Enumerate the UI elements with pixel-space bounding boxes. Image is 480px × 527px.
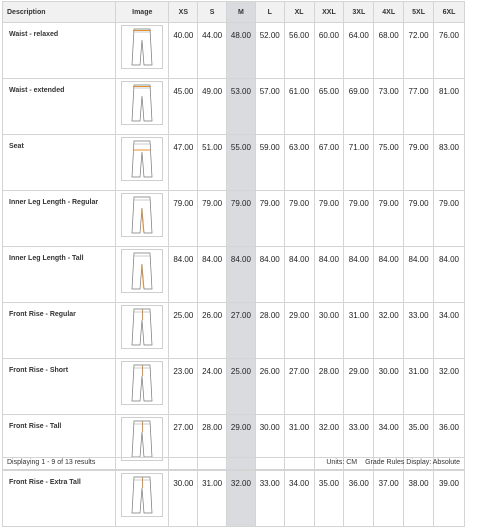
table-row[interactable] <box>3 359 465 415</box>
table-row[interactable] <box>3 79 465 135</box>
measurement-value: 67.00 <box>314 135 344 191</box>
measurement-description: Waist - relaxed <box>3 23 116 79</box>
measurement-description: Front Rise - Short <box>3 359 116 415</box>
measurement-value: 34.00 <box>434 303 465 359</box>
measurement-value: 30.00 <box>374 359 404 415</box>
measurement-value: 49.00 <box>198 79 227 135</box>
measurement-value: 27.00 <box>227 303 256 359</box>
measurement-value: 83.00 <box>434 135 465 191</box>
measurement-description: Inner Leg Length - Tall <box>3 247 116 303</box>
measurement-value: 55.00 <box>227 135 256 191</box>
measurement-value: 63.00 <box>284 135 314 191</box>
table-row[interactable] <box>3 135 465 191</box>
measurement-value: 35.00 <box>314 471 344 527</box>
measurement-image-cell <box>116 359 169 415</box>
measurement-description: Seat <box>3 135 116 191</box>
measurement-value: 75.00 <box>374 135 404 191</box>
measurement-value: 36.00 <box>434 415 465 471</box>
measurement-value: 79.00 <box>227 191 256 247</box>
measurement-value: 29.00 <box>344 359 374 415</box>
column-header-size[interactable]: XL <box>284 2 314 23</box>
measurement-value: 53.00 <box>227 79 256 135</box>
column-header-size[interactable]: 3XL <box>344 2 374 23</box>
measurement-value: 35.00 <box>404 415 434 471</box>
measurement-value: 69.00 <box>344 79 374 135</box>
measurement-value: 84.00 <box>344 247 374 303</box>
measurement-value: 37.00 <box>374 471 404 527</box>
measurement-value: 59.00 <box>255 135 284 191</box>
measurement-value: 32.00 <box>314 415 344 471</box>
measurement-value: 48.00 <box>227 23 256 79</box>
measurement-value: 33.00 <box>404 303 434 359</box>
measurement-value: 84.00 <box>404 247 434 303</box>
measurement-value: 79.00 <box>434 191 465 247</box>
measurement-value: 31.00 <box>344 303 374 359</box>
measurement-value: 51.00 <box>198 135 227 191</box>
measurement-value: 84.00 <box>198 247 227 303</box>
column-header-size[interactable]: L <box>255 2 284 23</box>
measurement-value: 84.00 <box>434 247 465 303</box>
measurement-value: 32.00 <box>374 303 404 359</box>
measurement-value: 40.00 <box>169 23 198 79</box>
units-label: Units: CM <box>326 459 358 466</box>
pants-front-rise-icon[interactable] <box>121 305 163 349</box>
measurement-value: 77.00 <box>404 79 434 135</box>
measurement-value: 84.00 <box>169 247 198 303</box>
pants-waist-icon[interactable] <box>121 25 163 69</box>
measurement-value: 33.00 <box>255 471 284 527</box>
table-row[interactable] <box>3 303 465 359</box>
measurement-value: 25.00 <box>227 359 256 415</box>
measurement-value: 84.00 <box>255 247 284 303</box>
measurement-value: 79.00 <box>404 135 434 191</box>
measurement-image-cell <box>116 79 169 135</box>
column-header-description[interactable]: Description <box>3 2 116 23</box>
measurement-value: 71.00 <box>344 135 374 191</box>
measurement-description: Front Rise - Regular <box>3 303 116 359</box>
measurement-description: Front Rise - Tall <box>3 415 116 471</box>
measurement-value: 84.00 <box>314 247 344 303</box>
measurement-value: 30.00 <box>169 471 198 527</box>
pants-front-rise-icon[interactable] <box>121 473 163 517</box>
measurement-value: 79.00 <box>374 191 404 247</box>
measurement-value: 65.00 <box>314 79 344 135</box>
measurement-description: Inner Leg Length - Regular <box>3 191 116 247</box>
measurement-value: 30.00 <box>255 415 284 471</box>
measurement-value: 76.00 <box>434 23 465 79</box>
column-header-size[interactable]: S <box>198 2 227 23</box>
table-row[interactable] <box>3 191 465 247</box>
pants-front-rise-icon[interactable] <box>121 417 163 461</box>
measurement-value: 79.00 <box>404 191 434 247</box>
table-row[interactable] <box>3 247 465 303</box>
measurement-value: 25.00 <box>169 303 198 359</box>
pants-front-rise-icon[interactable] <box>121 361 163 405</box>
table-footer <box>2 457 465 470</box>
measurement-value: 34.00 <box>284 471 314 527</box>
measurement-value: 38.00 <box>404 471 434 527</box>
measurement-value: 26.00 <box>198 303 227 359</box>
column-header-size[interactable]: XXL <box>314 2 344 23</box>
measurement-value: 28.00 <box>198 415 227 471</box>
measurement-image-cell <box>116 135 169 191</box>
measurement-value: 73.00 <box>374 79 404 135</box>
measurement-value: 64.00 <box>344 23 374 79</box>
measurement-value: 79.00 <box>344 191 374 247</box>
column-header-size[interactable]: 6XL <box>434 2 465 23</box>
table-header-row <box>3 2 465 23</box>
measurement-image-cell <box>116 23 169 79</box>
measurement-value: 44.00 <box>198 23 227 79</box>
size-chart-table <box>2 1 465 527</box>
measurement-value: 32.00 <box>227 471 256 527</box>
measurement-description: Front Rise - Extra Tall <box>3 471 116 527</box>
measurement-value: 79.00 <box>255 191 284 247</box>
measurement-value: 24.00 <box>198 359 227 415</box>
measurement-value: 32.00 <box>434 359 465 415</box>
pants-waist-icon[interactable] <box>121 81 163 125</box>
measurement-image-cell <box>116 471 169 527</box>
measurement-value: 29.00 <box>284 303 314 359</box>
pants-seat-icon[interactable] <box>121 137 163 181</box>
measurement-value: 68.00 <box>374 23 404 79</box>
measurement-image-cell <box>116 191 169 247</box>
measurement-value: 23.00 <box>169 359 198 415</box>
measurement-image-cell <box>116 247 169 303</box>
measurement-value: 28.00 <box>314 359 344 415</box>
column-header-size[interactable]: 4XL <box>374 2 404 23</box>
measurement-value: 30.00 <box>314 303 344 359</box>
measurement-value: 31.00 <box>284 415 314 471</box>
measurement-value: 29.00 <box>227 415 256 471</box>
measurement-value: 31.00 <box>198 471 227 527</box>
measurement-value: 84.00 <box>227 247 256 303</box>
column-header-image[interactable]: Image <box>116 2 169 23</box>
measurement-value: 34.00 <box>374 415 404 471</box>
grade-rules-label: Grade Rules Display: Absolute <box>365 459 460 466</box>
table-row[interactable] <box>3 471 465 527</box>
column-header-size[interactable]: M <box>227 2 256 23</box>
measurement-value: 28.00 <box>255 303 284 359</box>
measurement-value: 39.00 <box>434 471 465 527</box>
measurement-value: 47.00 <box>169 135 198 191</box>
measurement-value: 79.00 <box>284 191 314 247</box>
measurement-value: 45.00 <box>169 79 198 135</box>
measurement-value: 84.00 <box>284 247 314 303</box>
measurement-value: 56.00 <box>284 23 314 79</box>
measurement-description: Waist - extended <box>3 79 116 135</box>
measurement-value: 81.00 <box>434 79 465 135</box>
measurement-value: 33.00 <box>344 415 374 471</box>
measurement-value: 84.00 <box>374 247 404 303</box>
measurement-value: 27.00 <box>169 415 198 471</box>
measurement-value: 57.00 <box>255 79 284 135</box>
measurement-value: 79.00 <box>314 191 344 247</box>
measurement-value: 36.00 <box>344 471 374 527</box>
measurement-value: 79.00 <box>198 191 227 247</box>
measurement-image-cell <box>116 303 169 359</box>
pagination-summary: Displaying 1 - 9 of 13 results <box>7 459 96 466</box>
pants-inseam-icon[interactable] <box>121 193 163 237</box>
measurement-value: 72.00 <box>404 23 434 79</box>
pants-inseam-icon[interactable] <box>121 249 163 293</box>
measurement-value: 31.00 <box>404 359 434 415</box>
measurement-value: 61.00 <box>284 79 314 135</box>
column-header-size[interactable]: 5XL <box>404 2 434 23</box>
measurement-value: 27.00 <box>284 359 314 415</box>
measurement-value: 60.00 <box>314 23 344 79</box>
measurement-value: 52.00 <box>255 23 284 79</box>
column-header-size[interactable]: XS <box>169 2 198 23</box>
table-row[interactable] <box>3 23 465 79</box>
measurement-value: 79.00 <box>169 191 198 247</box>
measurement-value: 26.00 <box>255 359 284 415</box>
